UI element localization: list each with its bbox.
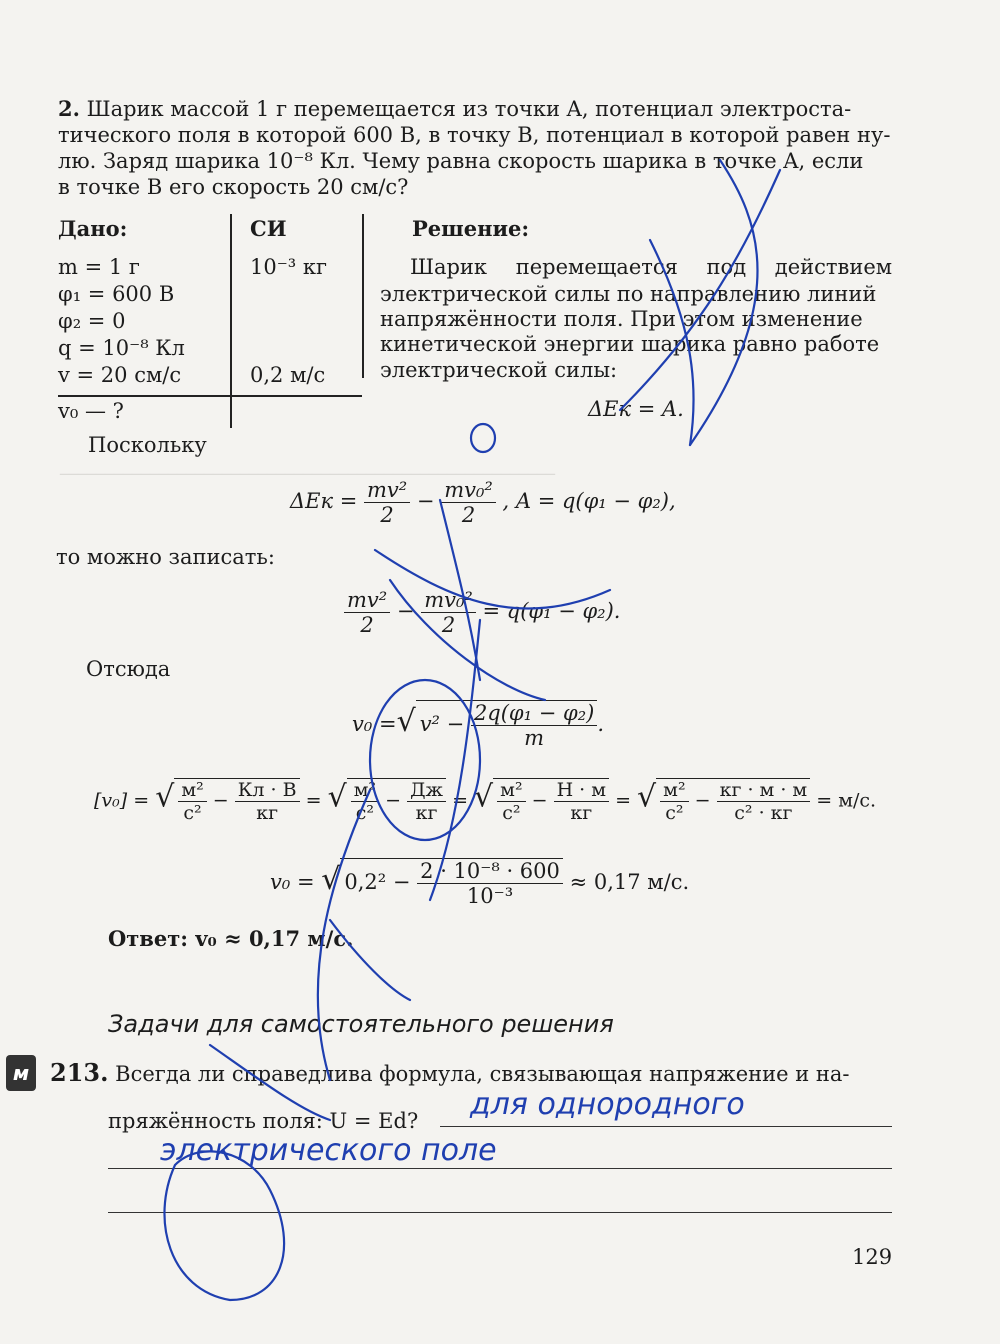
sqrt-symbol: √ (474, 779, 494, 815)
units-lhs: [v₀] = (94, 789, 150, 812)
u1-klv: Кл · В (235, 779, 300, 802)
answer-line: Ответ: v₀ ≈ 0,17 м/с. (108, 926, 354, 951)
ink-stroke-1 (690, 160, 758, 445)
solution-line1-text: Шарик перемещается под действием (410, 255, 893, 279)
u1-m2: м² (178, 779, 206, 802)
units-equation: [v₀] = √ $\frac{\text{м²}}{\text{с²}}$ − $\frac{Кл \cdot В}{кг}$ = √ $\frac{\text{м²}}{\text{с²}}$ − $\frac{Дж}{кг}$ = √ $\frac{\text{м²}}{\text{с²}}$ − $\frac{Н \cdot м}{кг}$ = √ $\frac{\text{м²}}{\text{с²}}$ − $\frac{кг \cdot м \cdot м}{\text{с² · кг}}$ = м/с. (94, 779, 877, 824)
problem-text-line3: лю. Заряд шарика 10⁻⁸ Кл. Чему равна скорость шарика в точке A, если (58, 149, 864, 173)
eq2-rhs: , A = q(φ₁ − φ₂), (502, 489, 676, 513)
ink-circle-small (471, 424, 495, 452)
sqrt-symbol: √ (155, 779, 175, 815)
si-header: СИ (250, 216, 287, 241)
si-v: 0,2 м/с (250, 363, 326, 387)
u1-kg: кг (256, 802, 279, 824)
equation-4: v₀ =√ v² − $\frac{\text{2q(φ₁ − φ₂)}}{m}$ . (352, 701, 605, 750)
problem-text-line2: тического поля в которой 600 В, в точку B, потенциал в которой равен ну- (58, 123, 891, 147)
ink-stroke-3 (650, 240, 694, 445)
u2-c2: с² (355, 802, 375, 824)
eq3-minus: − (396, 599, 415, 623)
num-rhs: ≈ 0,17 м/с. (569, 870, 690, 894)
task-number: 213. (50, 1058, 109, 1087)
sqrt-symbol: √ (327, 779, 347, 815)
problem-text-line1: Шарик массой 1 г перемещается из точки A, потенциал электроста- (86, 97, 852, 121)
solution-line2: электрической силы по направлению линий (380, 282, 877, 306)
bleed-through: _______________________________________________________ (60, 455, 555, 476)
eq3-f2-den: 2 (441, 613, 456, 637)
given-q: q = 10⁻⁸ Кл (58, 336, 185, 360)
eq2-lhs: ΔEк = (290, 489, 358, 513)
section-title: Задачи для самостоятельного решения (108, 1010, 614, 1038)
u1-c2: с² (183, 802, 202, 824)
problem-text-line4: в точке B его скорость 20 см/с? (58, 175, 409, 199)
num-lhs: v₀ = (270, 870, 315, 894)
solution-header: Решение: (412, 216, 530, 241)
since-label: Поскольку (88, 433, 207, 457)
u3-kg: кг (570, 802, 593, 824)
u4-c2: с² (665, 802, 684, 824)
method-badge: м (6, 1055, 36, 1091)
given-header: Дано: (58, 216, 128, 241)
u4-kgmm: кг · м · м (717, 779, 811, 802)
eq3-f2-num: mv₀² (421, 588, 476, 613)
eq3-f1-num: mv² (344, 588, 390, 613)
solution-line5: электрической силы: (380, 358, 618, 382)
num-den: 10⁻³ (466, 884, 514, 908)
si-m: 10⁻³ кг (250, 255, 328, 279)
ink-stroke-7 (430, 620, 480, 900)
sqrt-symbol: √ (637, 779, 657, 815)
u2-kg: кг (415, 802, 438, 824)
problem-number: 2. (58, 96, 80, 121)
u3-nm: Н · м (554, 779, 609, 802)
u4-m2: м² (660, 779, 688, 802)
units-radicand-4: $\frac{\text{м²}}{\text{с²}}$ − $\frac{кг \cdot м \cdot м}{\text{с² · кг}}$ (656, 778, 810, 824)
eq2-f2-num: mv₀² (441, 478, 496, 503)
sqrt-symbol: √ (321, 862, 341, 897)
page-number: 129 (852, 1245, 893, 1269)
units-radicand-1: $\frac{\text{м²}}{\text{с²}}$ − $\frac{Кл \cdot В}{кг}$ (174, 778, 299, 824)
can-write-label: то можно записать: (56, 545, 275, 569)
task213-text1: Всегда ли справедлива формула, связывающая напряжение и на- (115, 1062, 850, 1086)
solution-line4: кинетической энергии шарика равно работе (380, 332, 880, 356)
handwritten-answer-1: для однородного (470, 1087, 745, 1122)
u3-m2: м² (497, 779, 525, 802)
given-phi1: φ₁ = 600 В (58, 282, 175, 306)
units-radicand-3: $\frac{\text{м²}}{\text{с²}}$ − $\frac{Н \cdot м}{кг}$ (493, 778, 609, 824)
ink-loop-bottom (164, 1151, 284, 1300)
eq3-rhs: = q(φ₁ − φ₂). (482, 599, 621, 623)
ink-stroke-8 (318, 790, 370, 1080)
given-m: m = 1 г (58, 255, 140, 279)
ink-stroke-10 (330, 920, 410, 1000)
equation-1: ΔEк = A. (588, 397, 684, 421)
eq3-f1-den: 2 (360, 613, 374, 637)
ink-stroke-4 (375, 550, 610, 609)
solution-line3: напряжённости поля. При этом изменение (380, 307, 863, 331)
given-find: v₀ — ? (58, 399, 124, 423)
num-inner: 0,2² − (344, 870, 411, 894)
units-radicand-2: $\frac{\text{м²}}{\text{с²}}$ − $\frac{Дж}{кг}$ (347, 778, 446, 824)
hence-label: Отсюда (86, 657, 171, 681)
eq2-f2-den: 2 (461, 503, 476, 527)
units-rhs: = м/с. (816, 789, 877, 812)
handwritten-answer-2: электрического поле (160, 1133, 497, 1168)
given-phi2: φ₂ = 0 (58, 309, 126, 333)
u4-c2kg: с² · кг (734, 802, 793, 824)
eq4-num: 2q(φ₁ − φ₂) (471, 701, 597, 726)
sqrt-symbol: √ (396, 704, 416, 739)
u2-dzh: Дж (407, 779, 446, 802)
u3-c2: с² (502, 802, 521, 824)
task213-line2: пряжённость поля: U = Ed? (108, 1109, 419, 1133)
eq2-f1-den: 2 (380, 503, 394, 527)
given-v: v = 20 см/с (58, 363, 182, 387)
ink-stroke-9 (210, 1045, 330, 1120)
eq2-f1-num: mv² (364, 478, 410, 503)
eq4-lhs: v₀ = (352, 712, 397, 736)
num-num: 2 · 10⁻⁸ · 600 (417, 859, 563, 884)
eq2-minus: − (416, 489, 435, 513)
u2-m2: м² (351, 779, 379, 802)
eq4-den: m (524, 726, 545, 750)
eq4-inner: v² − (419, 712, 465, 736)
